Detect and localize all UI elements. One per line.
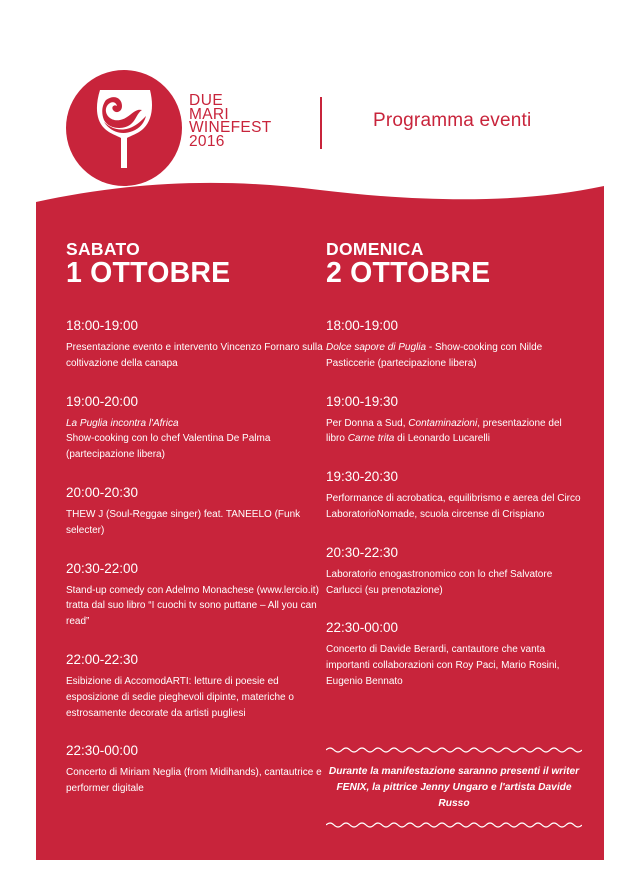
squiggle-divider-bottom bbox=[326, 821, 582, 829]
event-description bbox=[66, 583, 326, 630]
event-item bbox=[66, 561, 326, 630]
event-description-italic: Dolce sapore di Puglia bbox=[326, 342, 427, 353]
event-description bbox=[66, 765, 326, 797]
event-item bbox=[66, 485, 326, 539]
note-text: Durante la manifestazione saranno presenti il writer FENIX, la pittrice Jenny Ungaro e l'artista Davide Russo bbox=[328, 766, 580, 809]
event-time: 20:00-20:30 bbox=[66, 484, 139, 500]
logo-line-4: 2016 bbox=[189, 132, 225, 150]
artists-note bbox=[326, 746, 582, 829]
header-divider bbox=[320, 97, 322, 149]
event-item bbox=[66, 318, 326, 372]
event-list bbox=[326, 318, 582, 690]
event-time: 22:30-00:00 bbox=[326, 620, 399, 636]
event-time: 22:00-22:30 bbox=[66, 651, 139, 667]
event-description-text: Stand-up comedy con Adelmo Monachese (www.lercio.it) tratta dal suo libro “I cuochi tv sono puttane – All you can read” bbox=[66, 584, 319, 628]
event-description-text: THEW J (Soul-Reggae singer) feat. TANEELO (Funk selecter) bbox=[66, 508, 301, 536]
squiggle-divider-top bbox=[326, 746, 582, 754]
event-time: 19:00-20:00 bbox=[66, 393, 139, 409]
event-description-text: Concerto di Miriam Neglia (from Midihands), cantautrice e performer digitale bbox=[66, 767, 322, 795]
event-item bbox=[66, 652, 326, 721]
day-name: SABATO bbox=[66, 239, 141, 259]
event-description bbox=[326, 491, 582, 523]
logo-line-3: WINEFEST bbox=[189, 119, 272, 136]
event-item bbox=[326, 318, 582, 372]
event-description-text: Presentazione evento e intervento Vincenzo Fornaro sulla coltivazione della canapa bbox=[66, 342, 323, 369]
event-description-italic: La Puglia incontra l'Africa bbox=[66, 417, 179, 429]
event-description-text: Performance di acrobatica, equilibrismo e aerea del Circo LaboratorioNomade, scuola circense di Crispiano bbox=[326, 493, 581, 520]
event-description bbox=[66, 340, 326, 372]
logo-line-1: DUE bbox=[189, 92, 224, 109]
event-time: 18:00-19:00 bbox=[66, 318, 139, 333]
event-description bbox=[66, 416, 326, 463]
page-title: Programma eventi bbox=[373, 110, 532, 131]
day-name: DOMENICA bbox=[326, 239, 424, 259]
event-item bbox=[326, 394, 582, 448]
day-column-saturday bbox=[66, 240, 326, 819]
event-description-text: Per Donna a Sud, bbox=[326, 417, 409, 429]
event-description bbox=[326, 340, 582, 372]
event-description-text: Show-cooking con lo chef Valentina De Palma (partecipazione libera) bbox=[66, 433, 271, 461]
day-date: 1 OTTOBRE bbox=[66, 257, 231, 289]
event-item bbox=[326, 620, 582, 689]
event-description-text: - Show-cooking con Nilde Pasticcerie (partecipazione libera) bbox=[326, 342, 543, 369]
event-description bbox=[326, 642, 582, 689]
event-description-text: di Leonardo Lucarelli bbox=[394, 433, 490, 445]
event-time: 20:30-22:30 bbox=[326, 544, 399, 560]
event-time: 19:00-19:30 bbox=[326, 393, 399, 409]
event-item bbox=[326, 545, 582, 599]
event-item bbox=[66, 743, 326, 797]
event-description bbox=[326, 567, 582, 599]
event-description-text: Concerto di Davide Berardi, cantautore che vanta importanti collaborazioni con Roy Paci, Mario Rosini, Eugenio Bennato bbox=[326, 644, 560, 687]
event-description-text: Esibizione di AccomodARTI: letture di poesie ed esposizione di sedie pieghevoli dipinte, materiche o estrosamente decorate da artisti pugliesi bbox=[66, 675, 294, 719]
event-time: 18:00-19:00 bbox=[326, 318, 399, 333]
event-description bbox=[66, 674, 326, 721]
event-item bbox=[66, 394, 326, 463]
event-description-text: Laboratorio enogastronomico con lo chef Salvatore Carlucci (su prenotazione) bbox=[326, 568, 553, 596]
day-date: 2 OTTOBRE bbox=[326, 257, 491, 289]
day-column-sunday bbox=[326, 240, 582, 712]
event-description-italic: Contaminazioni bbox=[408, 417, 478, 429]
event-description-text: , presentazione del libro bbox=[326, 417, 562, 445]
logo-wordmark bbox=[189, 94, 271, 148]
event-time: 19:30-20:30 bbox=[326, 469, 399, 485]
event-item bbox=[326, 469, 582, 523]
logo-line-2: MARI bbox=[189, 105, 229, 123]
event-description bbox=[326, 416, 582, 448]
event-time: 22:30-00:00 bbox=[66, 743, 139, 759]
event-time: 20:30-22:00 bbox=[66, 560, 139, 576]
event-description bbox=[66, 507, 326, 539]
event-description-italic: Carne trita bbox=[347, 433, 395, 445]
event-list bbox=[66, 318, 326, 797]
